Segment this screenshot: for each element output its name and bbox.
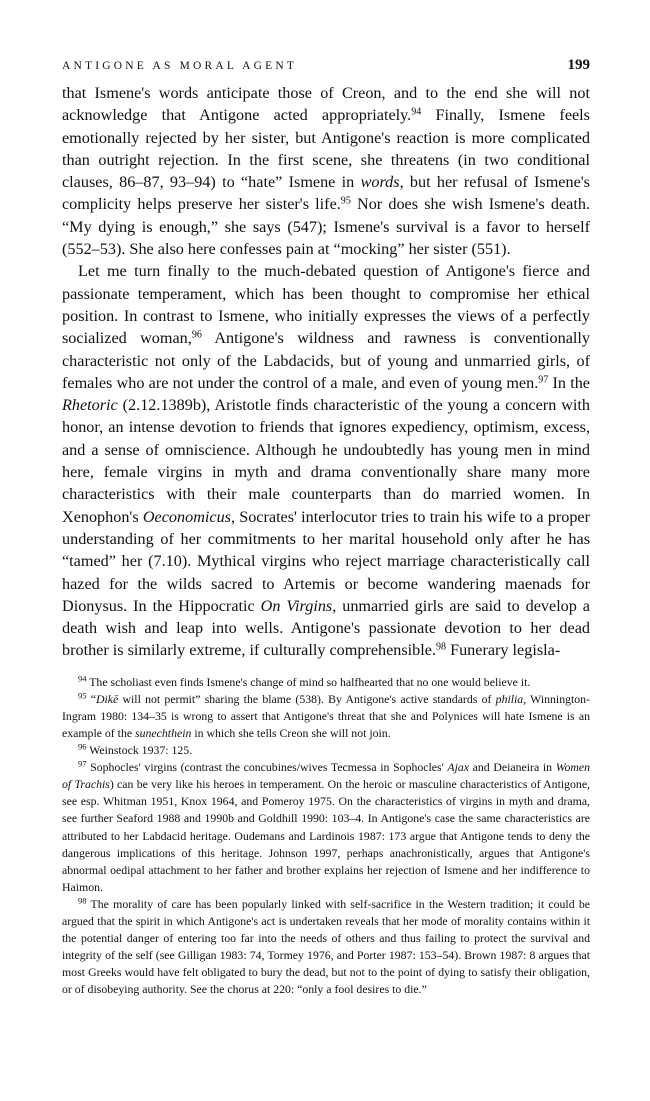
book-page	[62, 58, 590, 999]
text-run: in which she tells Creon she will not join.	[191, 726, 391, 740]
text-run: that Ismene's words anticipate those of Creon, and to the end she will not acknowledge that Antigone acted appropriately.	[62, 84, 590, 125]
footnote-97	[62, 759, 590, 896]
body-paragraph	[62, 260, 590, 661]
note-reference: 97	[78, 758, 87, 769]
text-run: “	[86, 691, 96, 706]
text-run: , unmarried girls are said to develop a death wish and leap into wells. Antigone's passionate devotion to her dead brother is similarly extreme, if culturally comprehensible.	[62, 596, 590, 660]
text-run: In the	[548, 373, 590, 392]
text-run: The morality of care has been popularly linked with self-sacrifice in the Western tradition; it could be argued that the spirit in which Antigone's act is undertaken reveals that her mode of morality contains within it the potential danger of entering too far into the needs of others and thus failing to protect the survival and integrity of the self (see Gilligan 1983: 74, Tormey 1976, and Porter 1987: 153–54). Brown 1987: 8 argues that most Greeks would have felt obligated to bury the dead, but not to the point of dying to satisfy their obligation, or of disobeying authority. See the chorus at 220: “only a fool desires to die.”	[62, 896, 590, 997]
body-text	[62, 82, 590, 662]
text-run: Nor does she wish Ismene's death. “My dying is enough,” she says (547); Ismene's survival is a favor to herself (552–53). She also here confesses pain at “mocking” her sister (551).	[62, 195, 590, 259]
italic-text: Dikē	[95, 691, 119, 706]
italic-text: Rhetoric	[62, 396, 118, 415]
text-run: , Socrates' interlocutor tries to train his wife to a proper understanding of her commitments to her marital household only after he has “tamed” her (7.10). Mythical virgins who reject marriage characteristically call hazed for the wilds sacred to Artemis or become wandering maenads for Dionysus. In the Hippocratic	[62, 507, 591, 615]
running-head	[62, 58, 590, 80]
text-run: Antigone's wildness and rawness is conventionally characteristic not only of the Labdacids, but of young and unmarried girls, of females who are not under the control of a male, and even of young men.	[62, 329, 590, 392]
note-reference: 94	[78, 673, 87, 684]
text-run: and Deianeira in	[469, 760, 556, 775]
footnote-94	[62, 674, 590, 691]
footnote-96	[62, 742, 590, 759]
text-run: will not permit” sharing the blame (538). By Antigone's active standards of	[118, 691, 496, 706]
text-run: Weinstock 1937: 125.	[86, 743, 193, 758]
text-run: Sophocles' virgins (contrast the concubines/wives Tecmessa in Sophocles'	[86, 760, 448, 775]
italic-text: Oeconomicus	[142, 507, 231, 526]
footnote-98	[62, 896, 590, 999]
note-reference: 98	[436, 641, 447, 653]
note-reference: 95	[78, 690, 87, 701]
italic-text: Women of Trachis	[62, 760, 590, 792]
note-reference: 95	[340, 195, 351, 207]
italic-text: Ajax	[447, 760, 470, 775]
italic-text: On Virgins	[260, 596, 333, 615]
italic-text: words	[360, 173, 400, 192]
italic-text: philia	[495, 691, 524, 706]
italic-text: sunechthein	[135, 726, 192, 740]
body-paragraph	[62, 82, 590, 260]
note-reference: 96	[78, 741, 87, 752]
footnote-95	[62, 691, 590, 742]
text-run: , but her refusal of Ismene's complicity helps preserve her sister's life.	[62, 173, 590, 214]
text-run: The scholiast even finds Ismene's change of mind so halfhearted that no one would believe it.	[86, 674, 531, 689]
text-run: Finally, Ismene feels emotionally rejected by her sister, but Antigone's reaction is more complicated than outright rejection. In the first scene, she threatens (in two conditional clauses, 86–87, 93–94) to “hate” Ismene in	[62, 106, 590, 192]
note-reference: 94	[411, 106, 422, 118]
text-run: , Winnington-Ingram 1980: 134–35 is wrong to assert that Antigone's threat that she and Polynices will hate Ismene is an example of the	[62, 691, 591, 740]
footnotes	[62, 674, 590, 999]
note-reference: 96	[191, 329, 202, 341]
note-reference: 97	[538, 374, 549, 386]
running-head-title: ANTIGONE AS MORAL AGENT	[62, 60, 298, 72]
text-run: Funerary legisla-	[446, 641, 561, 660]
page-number: 199	[567, 57, 590, 73]
text-run: ) can be very like his heroes in temperament. On the heroic or masculine characteristics of Antigone, see esp. Whitman 1951, Knox 1964, and Pomeroy 1975. On the characteristics of virgins in myth and drama, see further Seaford 1988 and 1990b and Goldhill 1990: 103–4. In Antigone's case the same characteristics are attributed to her Labdacid heritage. Oudemans and Lardinois 1987: 173 argue that Antigone tends to deny the dangerous implications of this heritage. Johnson 1997, perhaps anachronistically, argues that Antigone's abnormal oedipal attachment to her father and brother explains her rejection of Ismene and her indifference to Haimon.	[62, 777, 591, 894]
text-run: (2.12.1389b), Aristotle finds characteristic of the young a concern with honor, an intense devotion to friends that ignores expediency, optimism, excess, and a sense of omniscience. Although he undoubtedly has young men in mind here, female virgins in myth and drama conventionally share many more characteristics with their male counterparts than do married women. In Xenophon's	[62, 396, 590, 526]
text-run: Let me turn finally to the much-debated question of Antigone's fierce and passionate temperament, which has been thought to compromise her ethical position. In contrast to Ismene, who initially expresses the views of a perfectly socialized woman,	[62, 262, 590, 348]
note-reference: 98	[78, 895, 87, 906]
